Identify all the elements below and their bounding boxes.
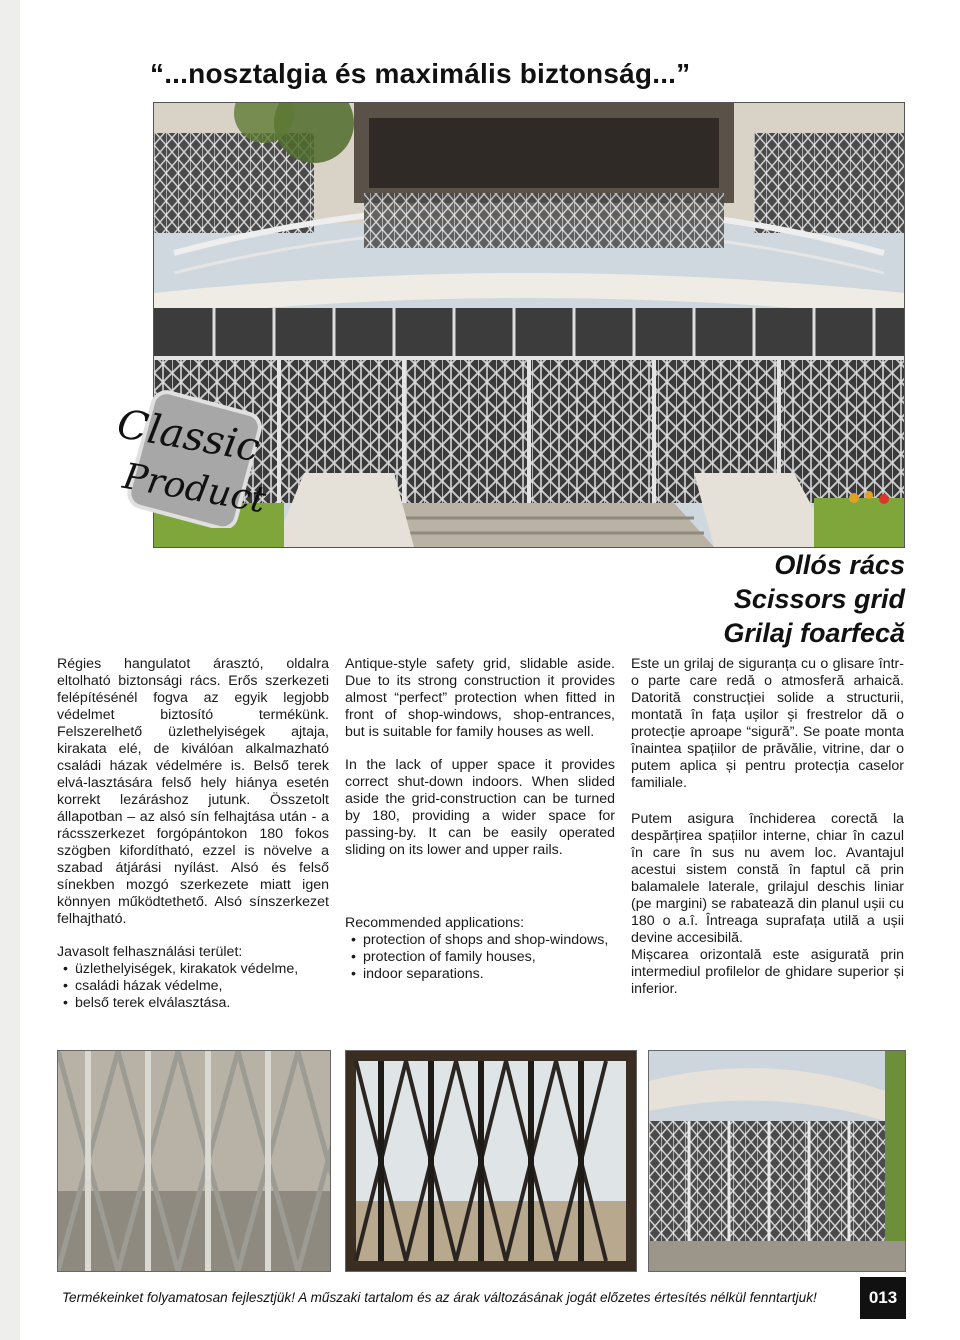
page-title: “...nosztalgia és maximális biztonság...” [150,58,691,89]
building-grids-illustration [649,1051,905,1271]
english-applications-heading: Recommended applications: [345,915,525,931]
indoor-grid-illustration [346,1051,636,1271]
hungarian-description: Régies hangulatot árasztó, oldalra eltolható biztonsági rács. Erős szerkezeti felépítésénél fogva az egyik legjobb védelmet biztosító termékünk. Felszerelhető üzlethelyiségek ajtaja, kirakata elé, de kiválóan alkalmazható családi házak védelmére is. Belső terek elvá-lasztására felső hely hiánya esetén korrekt lezáráshoz jutunk. Összetolt állapotban – az alsó sín felhajtása után - a rácsszerkezet forgópántokon 180 fokos szögben kifordítható, ezzel is növelve a szabad átjárási nyílást. Alsó és felső sínekben mozgó szerkezete miatt igen könnyen működtethető. Alsó sínszerkezet felhajtható. [57,656,329,927]
romanian-description-2: Putem asigura închiderea corectă la despărțirea spațiilor interne, chiar în cazul în care în sus nu avem loc. Avantajul acestui sistem constă în faptul că prin balamalele laterale, grilajul deschis liniar (pe margini) se rabatează din planul ușii cu 180 o a.î. Întreaga suprafața utilă a ușii devine accesibilă. [631,811,904,946]
hungarian-applications-list [57,961,329,1012]
english-description: Antique-style safety grid, slidable aside. Due to its strong construction it provides almost “perfect” protection when fitted in front of shop-windows, shop-entrances, but is suitable for family houses as well. [345,656,615,740]
classic-product-badge [110,388,270,528]
page-number: 013 [860,1277,906,1319]
romanian-column [631,656,904,1014]
english-column [345,656,615,983]
photo-grid-closeup [57,1050,331,1272]
hungarian-applications-heading: Javasolt felhasználási terület: [57,944,243,960]
list-item: • protection of family houses, [345,949,615,966]
romanian-description-3: Mișcarea orizontală este asigurată prin intermediul profilelor de ghidare superior și inferior. [631,947,904,997]
english-description-2: In the lack of upper space it provides correct shut-down indoors. When slided aside the grid-construction can be turned by 180, providing a wider space for passing-by. It can be easily operated sliding on its lower and upper rails. [345,757,615,858]
footer-note: Termékeinket folyamatosan fejlesztjük! A műszaki tartalom és az árak változásának jogát előzetes értesítés nélkül fenntartjuk! [62,1290,817,1305]
product-titles [723,548,905,650]
photo-building-grids [648,1050,906,1272]
badge-line2: Product [119,456,269,522]
product-title-hu: Ollós rács [774,550,905,580]
photo-indoor-grid [345,1050,637,1272]
list-item: • üzlethelyiségek, kirakatok védelme, [57,961,329,978]
product-title-ro: Grilaj foarfecă [723,618,905,648]
badge-artwork [110,388,270,528]
grid-closeup-illustration [58,1051,330,1271]
hungarian-column [57,656,329,1012]
product-title-en: Scissors grid [733,584,905,614]
badge-line1: Classic [113,401,264,472]
list-item: • belső terek elválasztása. [57,995,329,1012]
list-item: • indoor separations. [345,966,615,983]
romanian-description: Este un grilaj de siguranța cu o glisare într-o parte care redă o atmosferă arhaică. Datorită construcției solide a structurii, montată în fața ușilor și frestrelor dă o protecție aproape “sigură”. Se poate monta înaintea spațiilor de prăvălie, vitrine, dar o putem aplica și pentru protecția caselor familiale. [631,656,904,791]
list-item: • családi házak védelme, [57,978,329,995]
english-applications-list [345,932,615,983]
list-item: • protection of shops and shop-windows, [345,932,615,949]
side-margin-strip [0,0,20,1340]
